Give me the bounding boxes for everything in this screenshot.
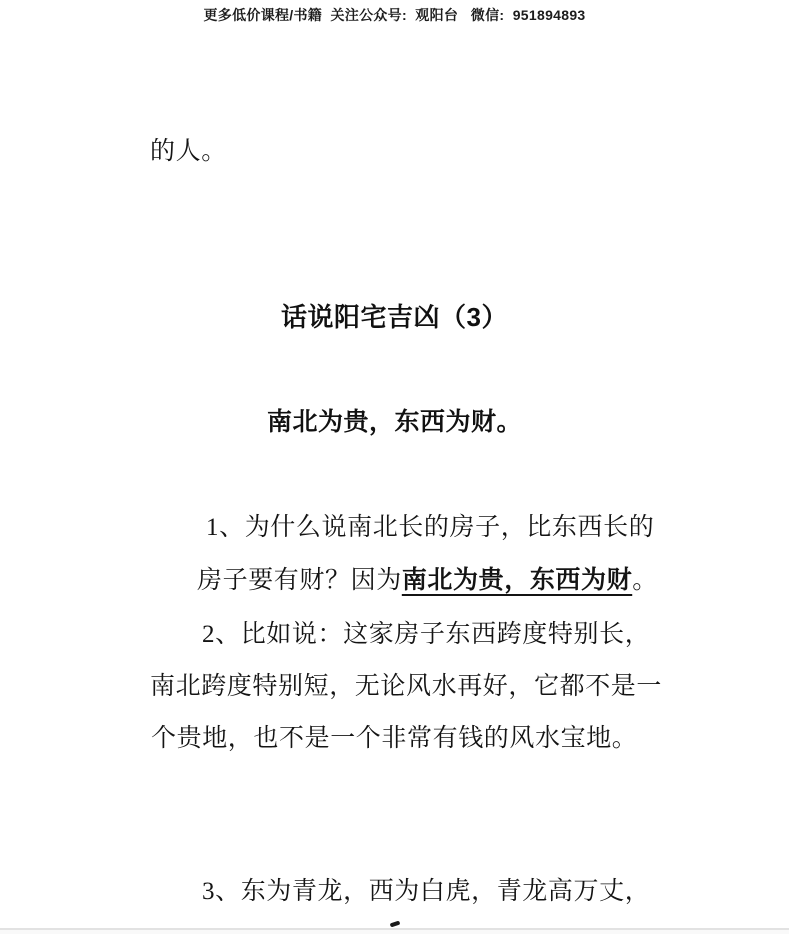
paragraph-continuation-line: 的人。 <box>150 138 227 165</box>
cutoff-character-fragment <box>390 921 401 928</box>
paragraph1-line2-prefix: 房子要有财？因为 <box>197 567 402 594</box>
promo-header-text: 更多低价课程/书籍 关注公众号: 观阳台 微信: 951894893 <box>203 7 586 23</box>
paragraph3-line1: 3、东为青龙，西为白虎，青龙高万丈， <box>202 878 651 905</box>
paragraph1-line2-suffix: 。 <box>632 567 658 594</box>
paragraph1-line1: 1、为什么说南北长的房子，比东西长的 <box>206 514 655 541</box>
paragraph2-line1: 2、比如说：这家房子东西跨度特别长， <box>202 621 651 648</box>
paragraph2-line3: 个贵地，也不是一个非常有钱的风水宝地。 <box>151 725 638 752</box>
paragraph2-line2: 南北跨度特别短，无论风水再好，它都不是一 <box>150 673 663 700</box>
paragraph1-line2 <box>197 567 658 596</box>
document-title: 话说阳宅吉凶（3） <box>281 302 508 332</box>
document-subtitle: 南北为贵，东西为财。 <box>266 408 522 436</box>
inter-page-gap <box>0 930 789 934</box>
paragraph1-line2-emphasis: 南北为贵，东西为财 <box>401 567 633 594</box>
